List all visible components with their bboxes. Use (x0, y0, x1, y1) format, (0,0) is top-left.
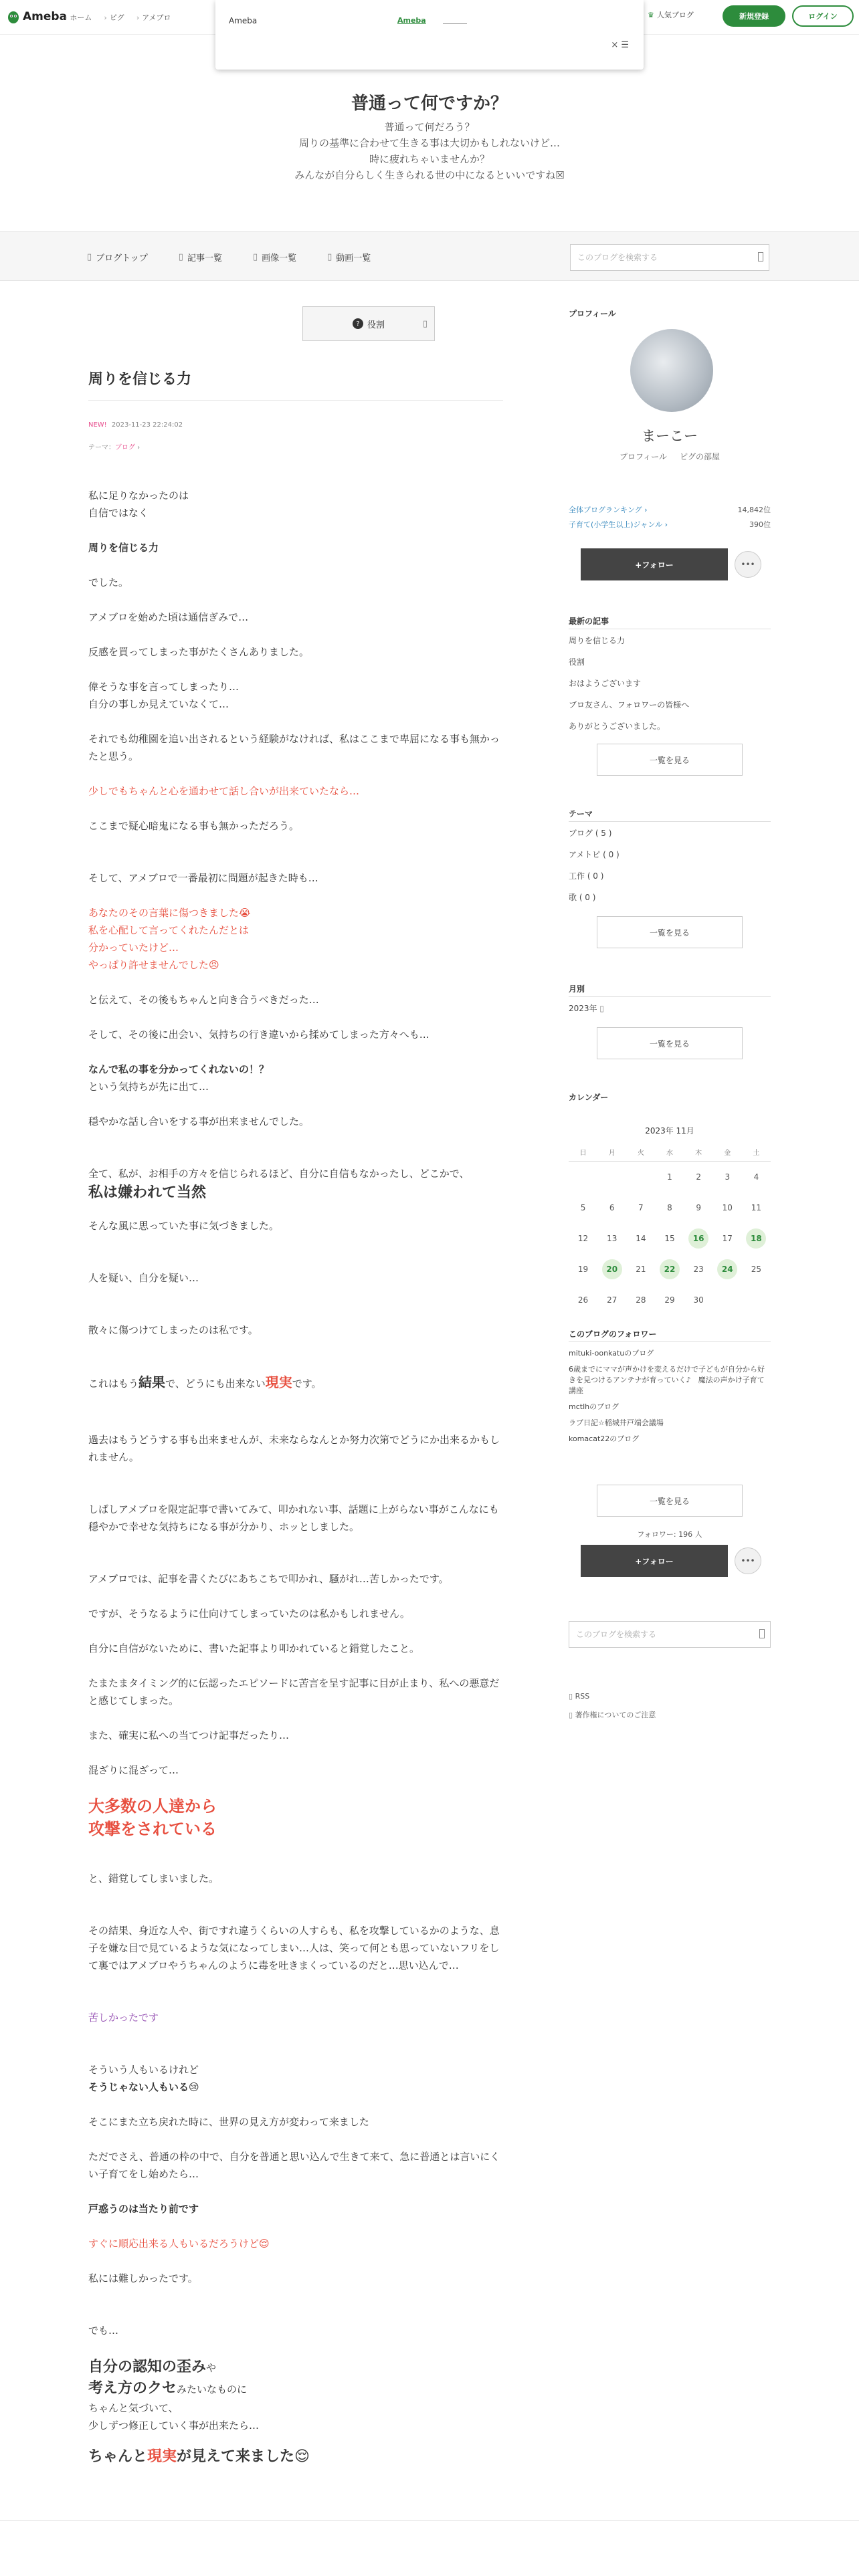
rank-genre[interactable]: 子育て(小学生以上)ジャンル › 390位 (569, 520, 771, 529)
profile-link[interactable]: プロフィール (619, 452, 667, 461)
rss-icon: ▯ (569, 1692, 575, 1701)
dropdown-brand: Ameba (229, 16, 258, 25)
paragraph: 全て、私が、お相手の方々を信じられるほど、自分に自信もなかったし、どこかで、 (88, 1168, 470, 1180)
latest-heading: 最新の記事 (569, 617, 609, 626)
paragraph: 混ざりに混ざって… (88, 1764, 179, 1776)
nav-entry-list-label: 記事一覧 (187, 253, 222, 263)
paragraph (88, 1374, 506, 1392)
theme-item[interactable]: 工作 ( 0 ) (569, 871, 604, 881)
emphasis-word: 自分の認知の歪み (88, 2359, 207, 2375)
dropdown-link[interactable]: Ameba (397, 16, 426, 25)
latest-entry[interactable]: ブロ友さん、フォロワーの皆様へ (569, 700, 690, 710)
calendar-day[interactable] (684, 1223, 713, 1254)
paragraph (88, 2061, 506, 2096)
nav-pigg[interactable]: › ピグ (104, 12, 124, 23)
new-badge: NEW! (88, 421, 107, 429)
paragraph: 少しでもちゃんと心を通わせて話し合いが出来ていたなら… (88, 785, 360, 797)
follow-button-bottom[interactable]: +フォロー (581, 1545, 728, 1577)
crown-icon: ♛ (648, 10, 654, 19)
paragraph: 穏やかな話し合いをする事が出来ませんでした。 (88, 1115, 310, 1128)
blog-search-input[interactable] (570, 244, 769, 271)
theme-see-all-button[interactable]: 一覧を見る (597, 916, 743, 948)
latest-entries-list (569, 630, 771, 737)
calendar-weekday: 月 (597, 1143, 626, 1162)
blog-description-line: 普通って何だろう？ (384, 121, 475, 133)
previous-entry-button[interactable] (302, 306, 435, 341)
rank-label: 子育て(小学生以上)ジャンル (569, 520, 663, 529)
calendar-day-number: 16 (688, 1228, 708, 1249)
calendar-day: 27 (607, 1295, 617, 1305)
paragraph (88, 678, 506, 713)
calendar-weekday: 木 (684, 1143, 713, 1162)
text-line: 私を心配して言ってくれたんだとは (88, 924, 250, 936)
login-button[interactable]: ログイン (792, 5, 854, 27)
paragraph: そして、その後に出会い、気持ちの行き違いから揉めてしまった方々へも… (88, 1029, 430, 1041)
text-line: 自信ではなく (88, 507, 149, 519)
paragraph: 戸惑うのは当たり前です (88, 2203, 199, 2215)
nav-image-list-label: 画像一覧 (262, 253, 297, 263)
more-options-button-bottom[interactable]: ••• (735, 1547, 761, 1574)
paragraph: 私には難しかったです。 (88, 2272, 198, 2284)
sidebar-search-input[interactable] (569, 1621, 771, 1648)
paragraph (88, 1061, 506, 1095)
blog-description-line: 時に疲れちゃいませんか？ (369, 153, 490, 165)
calendar-day[interactable] (713, 1254, 742, 1285)
ameba-logo[interactable] (7, 9, 67, 24)
theme-link[interactable]: ブログ (115, 444, 135, 451)
nav-video-list-label: 動画一覧 (336, 253, 371, 263)
calendar-heading: カレンダー (569, 1093, 609, 1102)
calendar-day: 7 (638, 1203, 644, 1212)
latest-entry[interactable]: 周りを信じる力 (569, 636, 626, 645)
emphasis-heading (88, 2446, 506, 2468)
calendar-title: 2023年 11月 (645, 1126, 694, 1136)
theme-label: テーマ： (88, 444, 115, 451)
popular-blog-label: 人気ブログ (656, 11, 694, 19)
text-line: そうじゃない人もいる😢 (88, 2081, 199, 2093)
follower-item[interactable]: 6歳までにママが声かけを変えるだけで子どもが自分から好きを見つけるアンテナが育っていく♪ 魔法の声かけ子育て講座 (569, 1365, 765, 1395)
profile-name[interactable]: まーこー (642, 428, 698, 444)
calendar-day (713, 1285, 742, 1315)
text-line: 自分の事しか見えていなくて… (88, 698, 229, 710)
nav-blog-top[interactable] (87, 251, 148, 263)
rss-label: RSS (575, 1692, 590, 1701)
paragraph: そして、アメブロで一番最初に問題が起きた時も… (88, 872, 318, 884)
nav-home[interactable]: › ホーム (64, 12, 92, 23)
text-line: 少しずつ修正していく事が出来たら… (88, 2420, 260, 2432)
calendar-day: 9 (696, 1203, 701, 1212)
theme-item[interactable]: アメトピ ( 0 ) (569, 850, 619, 859)
paragraph: 自分に自信がないために、書いた記事より叩かれていると錯覚したこと。 (88, 1642, 420, 1654)
emphasis-word: 現実 (147, 2448, 177, 2465)
emphasis-heading: 私は嫌われて当然 (88, 1184, 207, 1201)
calendar-day: 12 (577, 1234, 589, 1243)
paragraph: と、錯覚してしまいました。 (88, 1872, 219, 1885)
text-line: という気持ちが先に出て… (88, 1081, 209, 1093)
follower-item[interactable]: mctlhのブログ (569, 1402, 619, 1411)
blog-search-placeholder: このブログを検索する (577, 253, 658, 262)
dropdown-divider (443, 23, 467, 24)
popular-blog-link[interactable] (648, 9, 694, 20)
latest-entry[interactable]: おはようございます (569, 679, 642, 688)
chevron-down-icon: ▯ (597, 1004, 604, 1013)
calendar-day: 8 (667, 1203, 672, 1212)
text-line: やっぱり許せませんでした😠 (88, 959, 219, 971)
paragraph: 周りを信じる力 (88, 542, 159, 554)
rss-link[interactable] (569, 1692, 589, 1701)
text-line: 偉そうな事を言ってしまったり… (88, 681, 240, 693)
paragraph: ただでさえ、普通の枠の中で、自分を普通と思い込んで生きて来て、急に普通とは言いにくい子育てをし始めたら… (88, 2151, 500, 2180)
question-icon: ? (353, 318, 363, 329)
image-icon: ▯ (252, 252, 258, 262)
avatar[interactable] (630, 329, 713, 412)
signup-button[interactable]: 新規登録 (723, 5, 785, 27)
paragraph: と伝えて、その後もちゃんと向き合うべきだった… (88, 994, 319, 1006)
nav-image-list[interactable] (253, 251, 296, 263)
follow-button[interactable]: +フォロー (581, 548, 728, 580)
text-line: 攻撃をされている (88, 1820, 217, 1838)
search-icon[interactable] (758, 252, 763, 261)
blog-header (0, 70, 859, 234)
theme-item[interactable]: ブログ ( 5 ) (569, 829, 612, 838)
followers-see-all-button[interactable]: 一覧を見る (597, 1485, 743, 1517)
blog-description (0, 119, 859, 183)
calendar-day (742, 1285, 771, 1315)
article-title[interactable]: 周りを信じる力 (88, 371, 192, 388)
home-icon: ▯ (87, 252, 92, 262)
article-date: 2023-11-23 22:24:02 (111, 421, 183, 429)
nav-video-list[interactable] (327, 251, 371, 263)
calendar-day: 14 (636, 1234, 646, 1243)
theme-list (569, 823, 771, 908)
paragraph: すぐに順応出来る人もいるだろうけど😌 (88, 2238, 270, 2250)
video-icon: ▯ (327, 252, 332, 262)
calendar-day (597, 1162, 626, 1192)
calendar-day: 30 (693, 1295, 704, 1305)
latest-entry[interactable]: 役割 (569, 657, 585, 667)
month-list (569, 998, 771, 1019)
calendar-day: 2 (696, 1172, 701, 1182)
nav-blog-top-label: ブログトップ (96, 253, 148, 263)
calendar-day[interactable] (742, 1223, 771, 1254)
calendar-day (626, 1162, 655, 1192)
text-line: なんで私の事を分かってくれないの！？ (88, 1063, 270, 1075)
emphasis-word: 考え方のクセ (88, 2380, 177, 2397)
paragraph: 散々に傷つけてしまったのは私です。 (88, 1324, 258, 1336)
text-span: ちゃんと (88, 2448, 148, 2465)
pigg-room-link[interactable]: ピグの部屋 (679, 452, 720, 461)
search-icon[interactable] (759, 1629, 765, 1638)
text-span: や (206, 2362, 217, 2374)
text-line: 大多数の人達から (88, 1797, 217, 1816)
text-line: 私に足りなかったのは (88, 490, 189, 502)
text-span: が見えて来ました😌 (177, 2448, 310, 2465)
followers-heading: このブログのフォロワー (569, 1329, 657, 1339)
emphasis-word: 結果 (138, 1374, 166, 1390)
text-line: そういう人もいるけれど (88, 2064, 199, 2076)
paragraph: 人を疑い、自分を疑い… (88, 1272, 199, 1284)
calendar-day[interactable] (597, 1254, 626, 1285)
paragraph: アメブロを始めた頃は通信ぎみで… (88, 611, 249, 623)
paragraph: でも… (88, 2325, 119, 2337)
calendar (569, 1103, 771, 1315)
copyright-icon: ▯ (569, 1711, 575, 1719)
calendar-day-number: 22 (660, 1259, 680, 1279)
calendar-day: 3 (725, 1172, 731, 1182)
paragraph: 苦しかったです (88, 2012, 159, 2024)
calendar-day[interactable] (655, 1254, 684, 1285)
paragraph (88, 2357, 506, 2434)
paragraph: でした。 (88, 576, 129, 588)
follower-item[interactable]: mituki-oonkatuのブログ (569, 1349, 654, 1358)
month-item[interactable] (569, 998, 771, 1019)
calendar-day: 29 (664, 1295, 675, 1305)
rank-value: 14,842位 (737, 506, 771, 514)
text-span: これはもう (88, 1378, 139, 1390)
calendar-day-number: 20 (602, 1259, 622, 1279)
paragraph: それでも幼稚園を追い出されるという経験がなければ、私はここまで卑屈になる事も無かったと思う。 (88, 733, 500, 762)
blog-title[interactable]: 普通って何ですか？ (351, 94, 508, 114)
paragraph (88, 487, 506, 522)
blog-description-line: 周りの基準に合わせて生きる事は大切かもしれないけど… (298, 137, 560, 149)
ameba-dropdown-panel (215, 0, 644, 70)
calendar-day: 13 (607, 1234, 617, 1243)
paragraph: また、確実に私への当てつけ記事だったり… (88, 1729, 290, 1741)
paragraph: その結果、身近な人や、街ですれ違うくらいの人すらも、私を攻撃しているかのような、息子を嫌な目で見ているような気になってしまい…人は、笑って何とも思っていないフリをして裏ではアメブロやうちゃんのように毒を吐きまくっているのだと…思い込んで… (88, 1925, 500, 1971)
paragraph: そんな風に思っていた事に気づきました。 (88, 1220, 280, 1232)
calendar-day: 1 (667, 1172, 672, 1182)
calendar-day: 19 (577, 1265, 589, 1274)
calendar-weekday: 火 (626, 1143, 655, 1162)
text-span: で、どうにも出来ない (165, 1378, 266, 1390)
rank-label: 全体ブログランキング (569, 506, 642, 514)
blog-description-line: みんなが自分らしく生きられる世の中になるといいですね☒ (294, 169, 565, 181)
rank-overall[interactable]: 全体ブログランキング › 14,842位 (569, 506, 771, 514)
calendar-day: 17 (722, 1234, 733, 1243)
logo-text: Ameba (23, 10, 68, 23)
nav-entry-list[interactable] (179, 251, 222, 263)
chevron-right-icon: ▯ (422, 318, 427, 329)
monthly-see-all-button[interactable]: 一覧を見る (597, 1027, 743, 1059)
calendar-weekday: 金 (713, 1143, 742, 1162)
theme-heading: テーマ (569, 809, 593, 819)
blog-nav (0, 231, 859, 281)
calendar-day: 25 (751, 1265, 762, 1274)
calendar-day-number: 18 (746, 1228, 766, 1249)
follower-item[interactable]: komacat22のブログ (569, 1434, 640, 1443)
calendar-day: 10 (722, 1203, 733, 1212)
divider (569, 1341, 771, 1342)
latest-see-all-button[interactable]: 一覧を見る (597, 744, 743, 776)
paragraph: しばしアメブロを限定記事で書いてみて、叩かれない事、話題に上がらない事がこんなにも穏やかで幸せな気持ちになる事が分かり、ホッとしました。 (88, 1503, 499, 1533)
follower-item[interactable]: ラブ日記☆稲城井戸端会議場 (569, 1418, 664, 1427)
emphasis-heading (88, 1795, 506, 1840)
calendar-day: 21 (636, 1265, 646, 1274)
calendar-weekday: 日 (569, 1143, 597, 1162)
copyright-link[interactable] (569, 1709, 656, 1720)
previous-entry-label: 役割 (367, 320, 385, 330)
divider (569, 821, 771, 822)
calendar-day: 4 (753, 1172, 759, 1182)
profile-heading: プロフィール (569, 309, 616, 318)
calendar-weekday: 水 (655, 1143, 684, 1162)
calendar-day: 23 (693, 1265, 704, 1274)
calendar-day: 6 (609, 1203, 615, 1212)
calendar-day: 5 (580, 1203, 586, 1212)
text-span: みたいなものに (177, 2383, 248, 2395)
paragraph: そこにまた立ち戻れた時に、世界の見え方が変わって来ました (88, 2116, 369, 2128)
text-span: です。 (292, 1378, 322, 1390)
list-icon: ▯ (178, 252, 183, 262)
monthly-heading: 月別 (569, 984, 585, 994)
followers-list (569, 1343, 771, 1450)
more-options-button[interactable]: ••• (735, 551, 761, 578)
paragraph: ですが、そうなるように仕向けてしまっていたのは私かもしれません。 (88, 1608, 410, 1620)
article-theme: テーマ：ブログ › (88, 444, 140, 451)
sidebar-search-placeholder: このブログを検索する (576, 1630, 657, 1639)
paragraph: たまたまタイミング的に伝認ったエピソードに苦言を呈す記事に目が止まり、私への悪意だと感じてしまった。 (88, 1677, 500, 1707)
paragraph: 反感を買ってしまった事がたくさんありました。 (88, 646, 310, 658)
calendar-day: 15 (664, 1234, 675, 1243)
global-nav (64, 12, 171, 23)
title-divider (88, 400, 503, 401)
quote-block (88, 904, 506, 974)
article-meta (88, 421, 183, 429)
divider (569, 996, 771, 997)
profile-links (569, 451, 771, 462)
paragraph: アメブロでは、記事を書くたびにあちこちで叩かれ、騒がれ…苦しかったです。 (88, 1573, 449, 1585)
paragraph: ここまで疑心暗鬼になる事も無かっただろう。 (88, 820, 300, 832)
ameba-logo-icon (7, 9, 20, 24)
rank-value: 390位 (749, 520, 771, 529)
emphasis-word: 現実 (265, 1374, 292, 1390)
latest-entry[interactable]: ありがとうございました。 (569, 722, 666, 731)
calendar-day-number: 24 (717, 1259, 737, 1279)
copyright-label: 著作権についてのご注意 (575, 1711, 656, 1719)
paragraph: 過去はもうどうする事も出来ませんが、未来ならなんとか努力次第でどうにか出来るかもしれません。 (88, 1434, 500, 1463)
text-line: 分かっていたけど… (88, 942, 179, 954)
calendar-day (569, 1162, 597, 1192)
month-label: 2023年 (569, 1004, 597, 1013)
dropdown-close-button[interactable]: × ☰ (611, 40, 629, 50)
calendar-day: 11 (751, 1203, 762, 1212)
text-line: ちゃんと気づいて、 (88, 2402, 179, 2414)
calendar-weekday: 土 (742, 1143, 771, 1162)
theme-item[interactable]: 歌 ( 0 ) (569, 893, 596, 902)
calendar-day: 28 (636, 1295, 646, 1305)
calendar-grid (569, 1143, 771, 1315)
nav-ameblo[interactable]: › アメブロ (136, 12, 171, 23)
text-line: あなたのその言葉に傷つきました😭 (88, 907, 251, 919)
calendar-day: 26 (577, 1295, 589, 1305)
follower-count: フォロワー: 196 人 (637, 1530, 702, 1539)
